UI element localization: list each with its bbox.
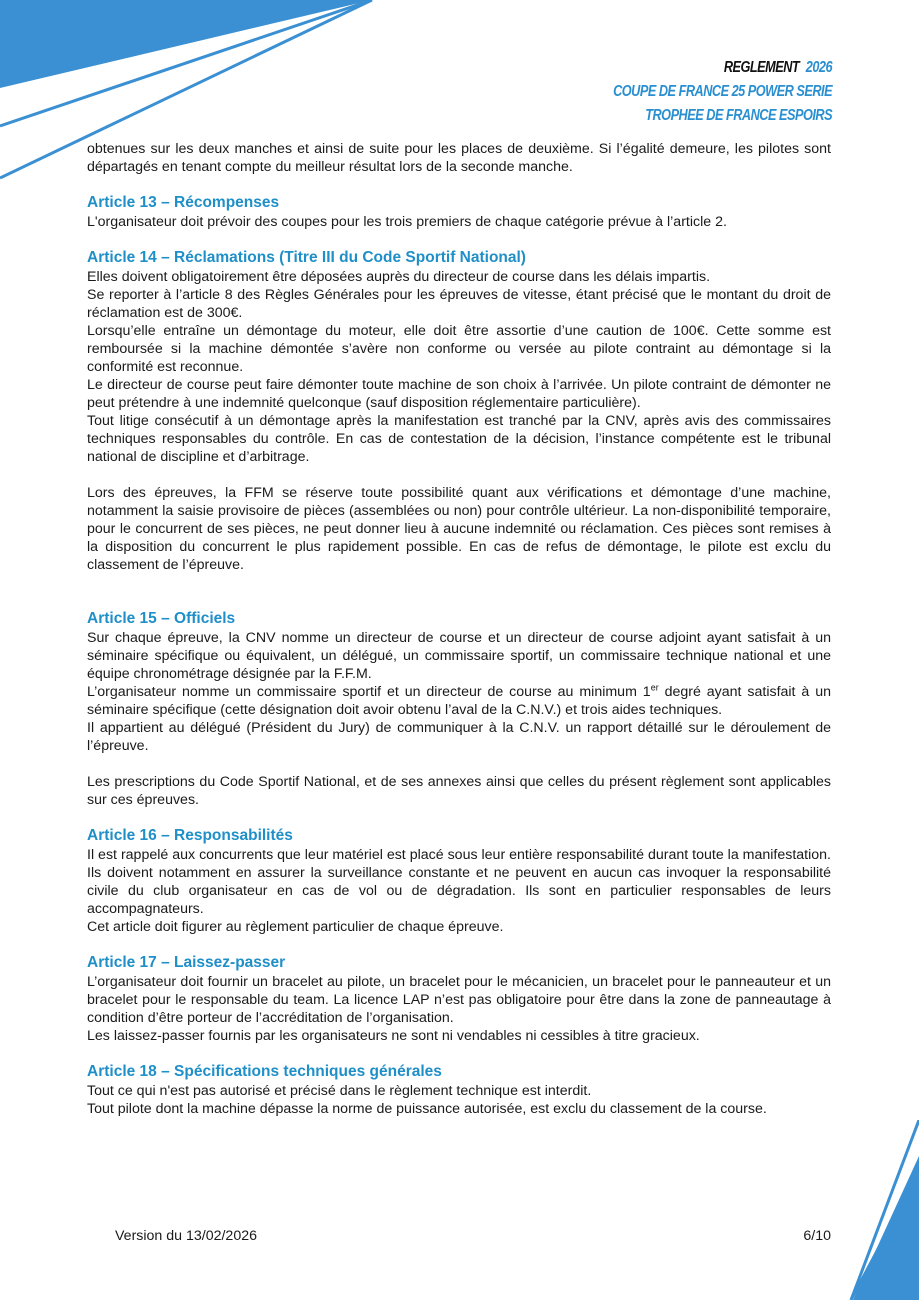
article-14-paragraph: Se reporter à l’article 8 des Règles Générales pour les épreuves de vitesse, étant précisé que le montant du droit de réclamation est de 300€.	[87, 287, 831, 321]
header-line-3: TROPHEE DE FRANCE ESPOIRS	[645, 107, 832, 124]
article-18-heading: Article 18 – Spécifications techniques générales	[87, 1063, 442, 1080]
article-14-heading: Article 14 – Réclamations (Titre III du Code Sportif National)	[87, 249, 526, 266]
page-footer	[115, 1228, 831, 1244]
article-16-paragraph: Cet article doit figurer au règlement particulier de chaque épreuve.	[87, 919, 504, 935]
article-15-paragraph: L’organisateur nomme un commissaire sportif et un directeur de course au minimum 1er degré ayant satisfait à un séminaire spécifique (cette désignation doit avoir obtenu l’aval de la C.N.V.) et trois aides techniques.	[87, 682, 831, 718]
intro-paragraph: obtenues sur les deux manches et ainsi de suite pour les places de deuxième. Si l’égalité demeure, les pilotes sont départagés en tenant compte du meilleur résultat lors de la seconde manche.	[87, 141, 831, 175]
article-15-paragraph: Sur chaque épreuve, la CNV nomme un directeur de course et un directeur de course adjoint ayant satisfait à un séminaire spécifique ou équivalent, un délégué, un commissaire sportif, un commissaire technique national et une équipe chronométrage désignée par la F.F.M.	[87, 630, 831, 682]
document-header	[613, 56, 832, 128]
article-18-paragraph: Tout ce qui n'est pas autorisé et précisé dans le règlement technique est interdit.	[87, 1083, 592, 1099]
article-17-heading: Article 17 – Laissez-passer	[87, 954, 286, 971]
article-15-heading: Article 15 – Officiels	[87, 610, 236, 627]
article-16-heading: Article 16 – Responsabilités	[87, 827, 293, 844]
article-17-paragraph: Les laissez-passer fournis par les organisateurs ne sont ni vendables ni cessibles à titre gracieux.	[87, 1028, 700, 1044]
version-date: Version du 13/02/2026	[115, 1228, 257, 1244]
article-14-paragraph: Tout litige consécutif à un démontage après la manifestation est tranché par la CNV, après avis des commissaires techniques responsables du contrôle. En cas de contestation de la décision, l’instance compétente est le tribunal national de discipline et d’arbitrage.	[87, 413, 831, 465]
article-14-paragraph: Lorsqu’elle entraîne un démontage du moteur, elle doit être assortie d’une caution de 100€. Cette somme est remboursée si la machine démontée s’avère non conforme ou versée au pilote contraint au démontage si la conformité est reconnue.	[87, 323, 831, 375]
article-14-paragraph: Lors des épreuves, la FFM se réserve toute possibilité quant aux vérifications et démontage d’une machine, notamment la saisie provisoire de pièces (assemblées ou non) pour contrôle ultérieur. La non-disponibilité temporaire, pour le concurrent de ses pièces, ne peut donner lieu à aucune indemnité ou réclamation. Ces pièces sont remises à la disposition du concurrent le plus rapidement possible. En cas de refus de démontage, le pilote est exclu du classement de l’épreuve.	[87, 485, 831, 573]
header-title: REGLEMENT	[723, 59, 800, 76]
header-line-2: COUPE DE FRANCE 25 POWER SERIE	[612, 83, 832, 100]
page-number: 6/10	[803, 1228, 831, 1244]
header-year: 2026	[805, 59, 832, 76]
article-13-heading: Article 13 – Récompenses	[87, 194, 280, 211]
article-13-paragraph: L'organisateur doit prévoir des coupes pour les trois premiers de chaque catégorie prévue à l’article 2.	[87, 214, 727, 230]
article-15-paragraph: Les prescriptions du Code Sportif National, et de ses annexes ainsi que celles du présent règlement sont applicables sur ces épreuves.	[87, 774, 831, 808]
article-14-paragraph: Elles doivent obligatoirement être déposées auprès du directeur de course dans les délais impartis.	[87, 269, 711, 285]
article-14-paragraph: Le directeur de course peut faire démonter toute machine de son choix à l’arrivée. Un pilote contraint de démonter ne peut prétendre à une indemnité quelconque (sauf disposition réglementaire particulière).	[87, 377, 831, 411]
article-17-paragraph: L’organisateur doit fournir un bracelet au pilote, un bracelet pour le mécanicien, un bracelet pour le panneauteur et un bracelet pour le responsable du team. La licence LAP n’est pas obligatoire pour être dans la zone de panneautage à condition d’être porteur de l’accréditation de l’organisation.	[87, 974, 831, 1026]
corner-stripes-bottom-decoration	[845, 1120, 919, 1300]
document-body	[87, 140, 831, 1118]
article-15-paragraph: Il appartient au délégué (Président du Jury) de communiquer à la C.N.V. un rapport détaillé sur le déroulement de l’épreuve.	[87, 720, 831, 754]
article-18-paragraph: Tout pilote dont la machine dépasse la norme de puissance autorisée, est exclu du classement de la course.	[87, 1101, 767, 1117]
article-16-paragraph: Il est rappelé aux concurrents que leur matériel est placé sous leur entière responsabilité durant toute la manifestation. Ils doivent notamment en assurer la surveillance constante et ne peuvent en aucun cas invoquer la responsabilité civile du club organisateur en cas de vol ou de dégradation. Ils sont en particulier responsables de leurs accompagnateurs.	[87, 847, 831, 917]
